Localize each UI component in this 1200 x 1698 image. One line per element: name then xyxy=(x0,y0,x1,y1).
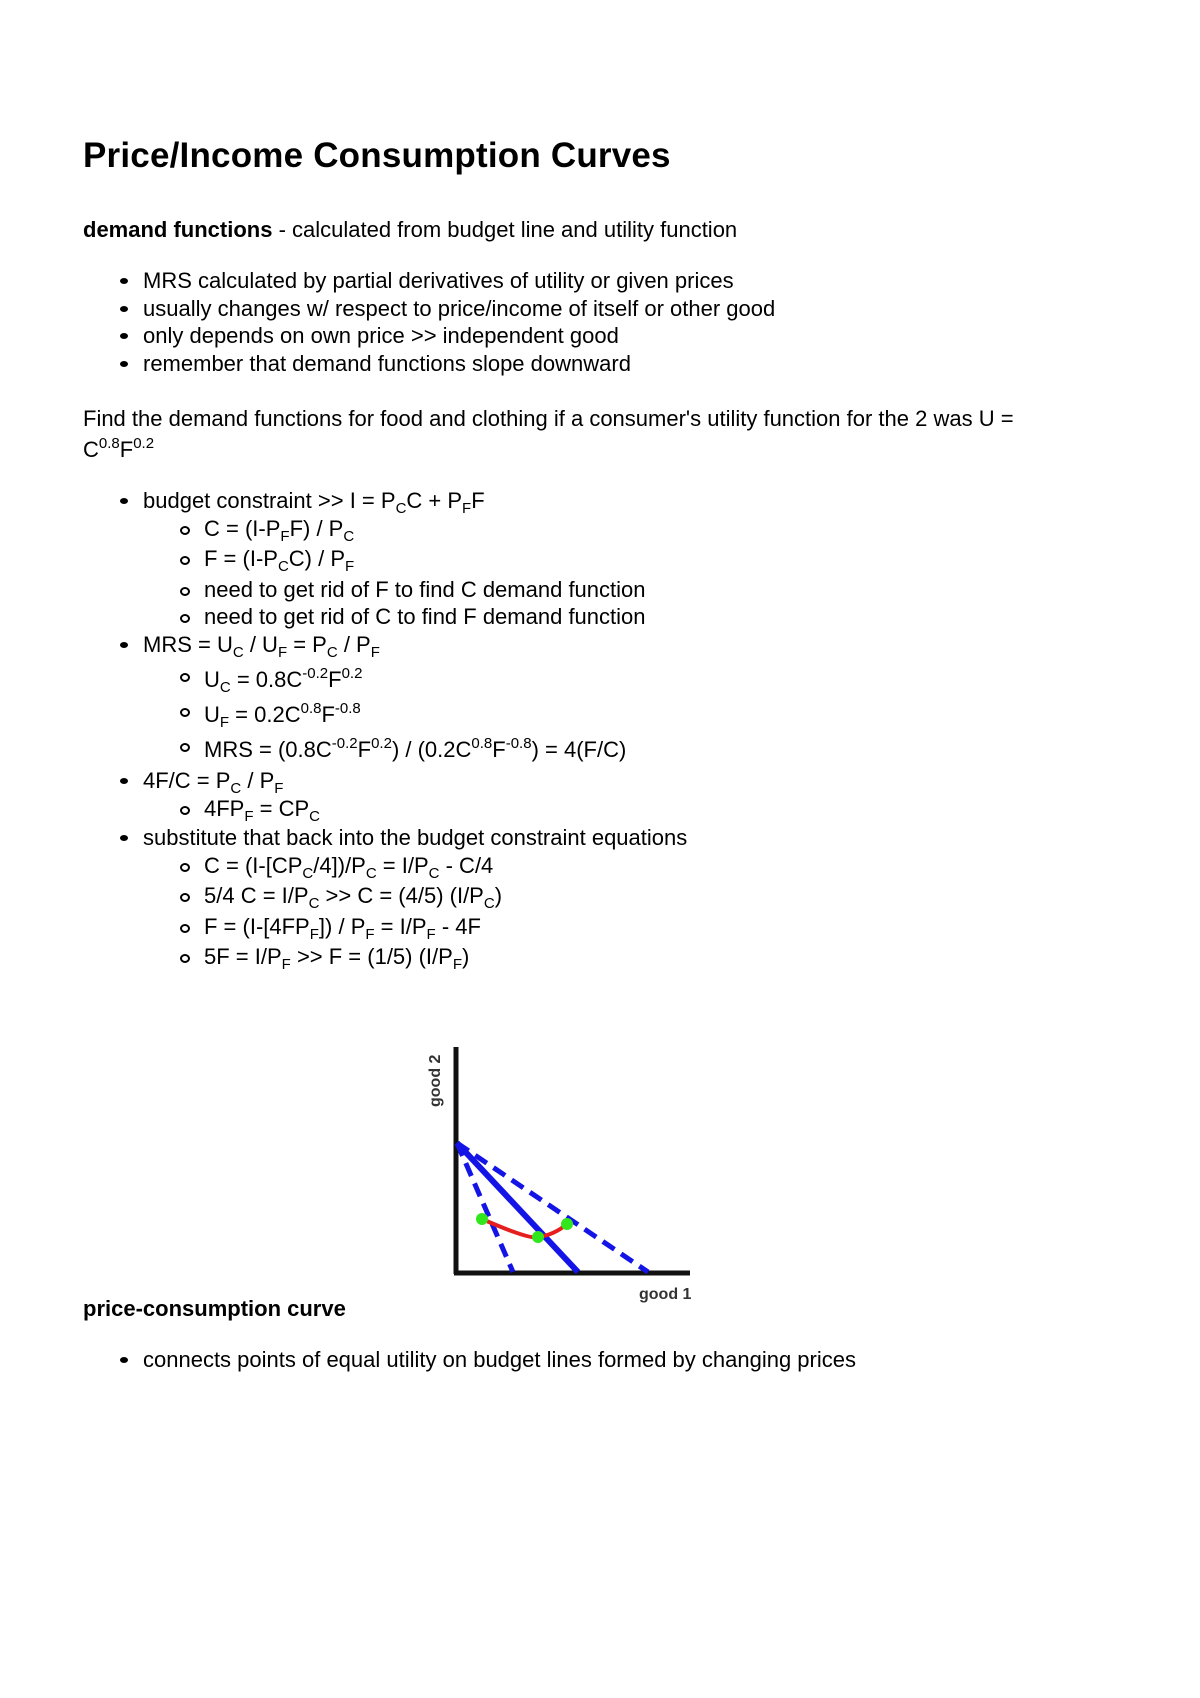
list-item: $F = (I-P_CC) / P_F$ xyxy=(204,545,687,573)
equilibrium-point xyxy=(532,1231,544,1243)
list-item: remember that demand functions slope downward xyxy=(143,350,775,378)
x-axis-label: good 1 xyxy=(639,1286,692,1303)
list-item: $C = (I-P_FF) / P_C$ xyxy=(204,515,687,543)
term-demand-functions: demand functions xyxy=(83,217,273,242)
list-item: only depends on own price >> independent good xyxy=(143,322,775,350)
list-item-ratio: $4F/C = P_C / P_F$ $4FP_F = CP_C$ xyxy=(143,767,687,822)
mrs-sublist xyxy=(143,662,687,767)
list-item: MRS = $(0.8C^{-0.2}F^{0.2}) / (0.2C^{0.8}F^{-0.8}) = 4(F/C)$ xyxy=(204,732,687,767)
substitute-sublist xyxy=(143,852,687,971)
equilibrium-point xyxy=(561,1218,573,1230)
list-item: connects points of equal utility on budget lines formed by changing prices xyxy=(143,1347,856,1372)
budget-sublist xyxy=(143,515,687,631)
price-consumption-list xyxy=(143,1346,856,1374)
ratio-sublist xyxy=(143,795,687,823)
problem-statement xyxy=(83,403,1014,465)
list-item-substitute: substitute that back into the budget constraint equations $C = (I-[CP_C/4])/P_C = I/P_C - C/4$ 5/4 $C = I/P_C >> C = (4/5)$ $(I/P_C)$ $F = (I-[4FP_F]) / P_F = I/P_F - 4F$ $5F = I/P_F >> F = (1/5)$ $(I/P_F)$ xyxy=(143,825,688,973)
list-item: $5F = I/P_F >> F = (1/5)$ $(I/P_F)$ xyxy=(204,943,687,971)
page-title: Price/Income Consumption Curves xyxy=(83,136,671,175)
list-item: need to get rid of F to find C demand function xyxy=(204,576,687,604)
definition-text: - calculated from budget line and utility function xyxy=(272,217,738,242)
y-axis-label: good 2 xyxy=(427,1054,444,1107)
problem-base: F xyxy=(119,437,134,462)
problem-exponent: 0.2 xyxy=(133,435,155,452)
list-item: usually changes w/ respect to price/income of itself or other good xyxy=(143,295,776,321)
problem-base: C xyxy=(83,437,99,462)
list-item: $C = (I-[CP_C/4])/P_C = I/P_C - C/4$ xyxy=(204,852,687,880)
problem-exponent: 0.8 xyxy=(98,435,120,452)
list-item: need to get rid of C to find F demand function xyxy=(204,603,687,631)
term-price-consumption-curve: price-consumption curve xyxy=(83,1296,346,1321)
list-item: $4FP_F = CP_C$ xyxy=(204,795,687,823)
list-item-budget: budget constraint >> $I = P_CC + P_FF$ $C = (I-P_FF) / P_C$ $F = (I-P_CC) / P_F$ need to get rid of F to find C demand function need to get rid of C to find F demand function xyxy=(143,487,687,631)
list-item: $F = (I-[4FP_F]) / P_F = I/P_F - 4F$ xyxy=(204,913,687,941)
list-item: $U_F = 0.2C^{0.8}F^{-0.8}$ xyxy=(204,697,687,732)
budget-line-solid xyxy=(457,1143,578,1272)
list-item: $U_C = 0.8C^{-0.2}F^{0.2}$ xyxy=(204,662,687,697)
equilibrium-point xyxy=(476,1213,488,1225)
demand-functions-definition xyxy=(83,216,737,243)
problem-text: Find the demand functions for food and clothing if a consumer's utility function for the 2 was U = xyxy=(83,406,1014,431)
list-item: MRS calculated by partial derivatives of utility or given prices xyxy=(143,267,775,295)
demand-functions-list xyxy=(143,267,775,377)
price-consumption-heading xyxy=(83,1295,346,1322)
price-consumption-figure xyxy=(420,1035,700,1305)
list-item-mrs: MRS = $U_C / U_F = P_C / P_F$ $U_C = 0.8C^{-0.2}F^{0.2}$ $U_F = 0.2C^{0.8}F^{-0.8}$ MRS = $(0.8C^{-0.2}F^{0.2}) / (0.2C^{0.8}F^{-0.8}) = 4(F/C)$ xyxy=(143,631,687,768)
solution-list xyxy=(143,487,687,971)
list-item: 5/4 $C = I/P_C >> C = (4/5)$ $(I/P_C)$ xyxy=(204,882,687,910)
